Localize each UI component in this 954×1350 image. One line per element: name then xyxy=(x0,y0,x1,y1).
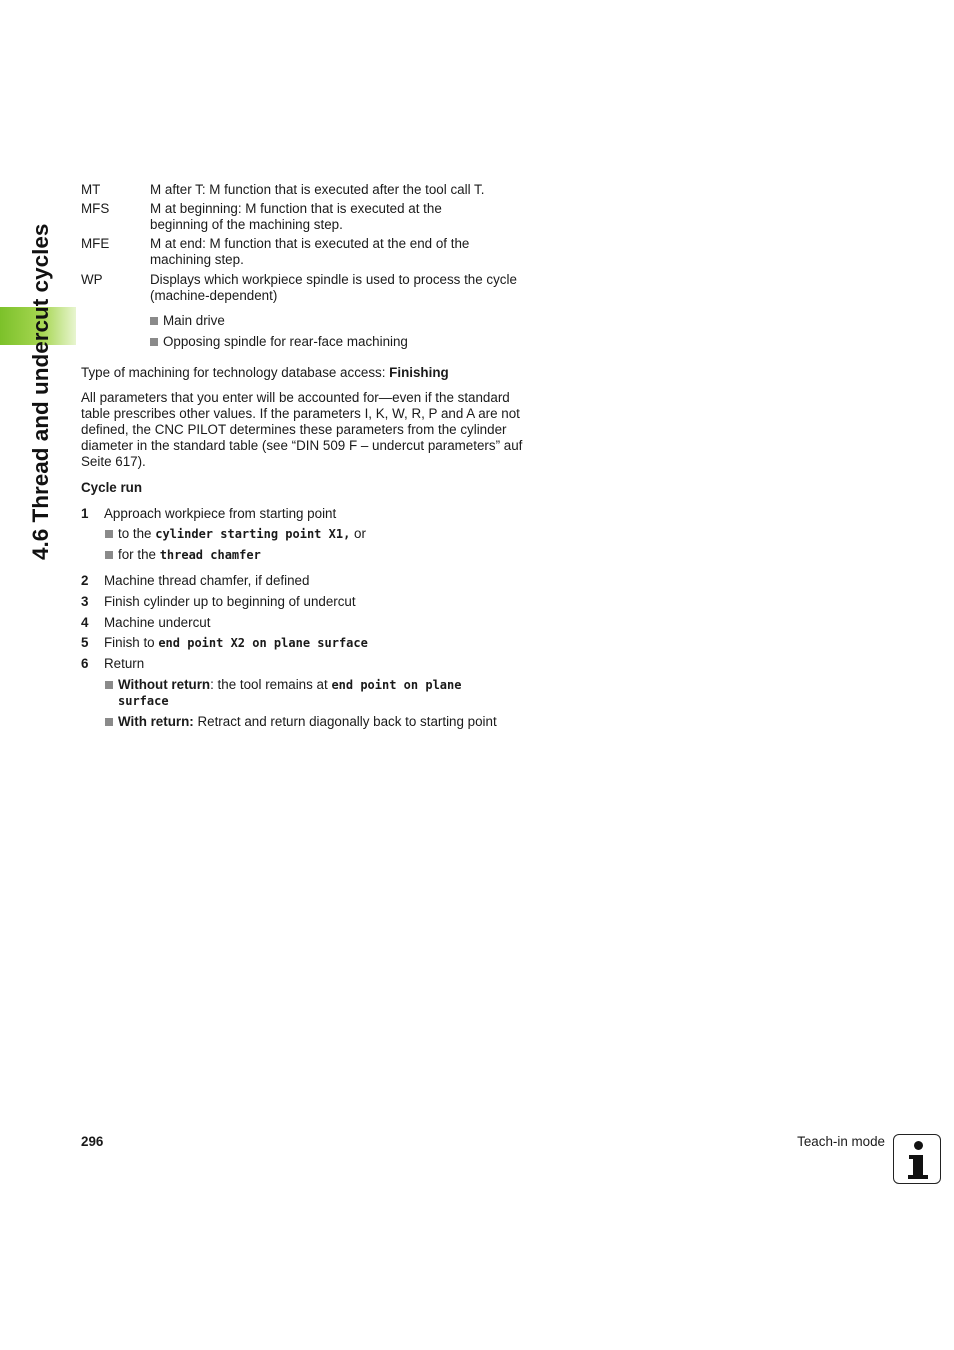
param-term: MFE xyxy=(81,236,110,251)
list-item: Without return: the tool remains at end point on plane surface xyxy=(105,677,535,709)
step-text: Approach workpiece from starting point xyxy=(104,506,337,521)
square-bullet-icon xyxy=(105,718,113,726)
step-text: Finish cylinder up to beginning of undercut xyxy=(104,594,356,609)
list-item: Main drive xyxy=(150,313,225,329)
list-item: With return: Retract and return diagonally back to starting point xyxy=(105,714,535,730)
list-item: Opposing spindle for rear-face machining xyxy=(150,334,408,350)
step-number: 3 xyxy=(81,594,89,609)
param-desc: Displays which workpiece spindle is used to process the cycle (machine-dependent) xyxy=(150,272,517,303)
square-bullet-icon xyxy=(150,338,158,346)
square-bullet-icon xyxy=(150,317,158,325)
param-term: WP xyxy=(81,272,103,287)
step-number: 6 xyxy=(81,656,89,671)
square-bullet-icon xyxy=(105,681,113,689)
step-number: 5 xyxy=(81,635,89,650)
params-note: All parameters that you enter will be accounted for—even if the standard table prescribes other values. If the parameters I, K, W, R, P and A are not defined, the CNC PILOT determines these parameters from the cylinder diameter in the standard table (see “DIN 509 F – undercut parameters” auf Seite 617). xyxy=(81,390,523,469)
step-number: 2 xyxy=(81,573,89,588)
step-text: Machine thread chamfer, if defined xyxy=(104,573,310,588)
footer-label: Teach-in mode xyxy=(797,1134,885,1149)
param-desc: M at end: M function that is executed at the end of the machining step. xyxy=(150,236,470,267)
info-icon xyxy=(893,1134,941,1184)
list-item: for the thread chamfer xyxy=(105,547,535,563)
param-term: MFS xyxy=(81,201,110,216)
param-desc: M after T: M function that is executed after the tool call T. xyxy=(150,182,485,197)
square-bullet-icon xyxy=(105,551,113,559)
technology-line: Type of machining for technology database access: Finishing xyxy=(81,365,449,380)
step-number: 4 xyxy=(81,615,89,630)
list-item: to the cylinder starting point X1, or xyxy=(105,526,535,542)
step-text: Machine undercut xyxy=(104,615,211,630)
square-bullet-icon xyxy=(105,530,113,538)
section-heading: Cycle run xyxy=(81,480,143,495)
param-desc: M at beginning: M function that is executed at the beginning of the machining step. xyxy=(150,201,442,232)
page-number: 296 xyxy=(81,1134,104,1149)
param-term: MT xyxy=(81,182,101,197)
step-number: 1 xyxy=(81,506,89,521)
step-text: Finish to end point X2 on plane surface xyxy=(104,635,368,650)
chapter-title: 4.6 Thread and undercut cycles xyxy=(28,223,53,560)
technology-value: Finishing xyxy=(389,365,449,380)
step-text: Return xyxy=(104,656,145,671)
